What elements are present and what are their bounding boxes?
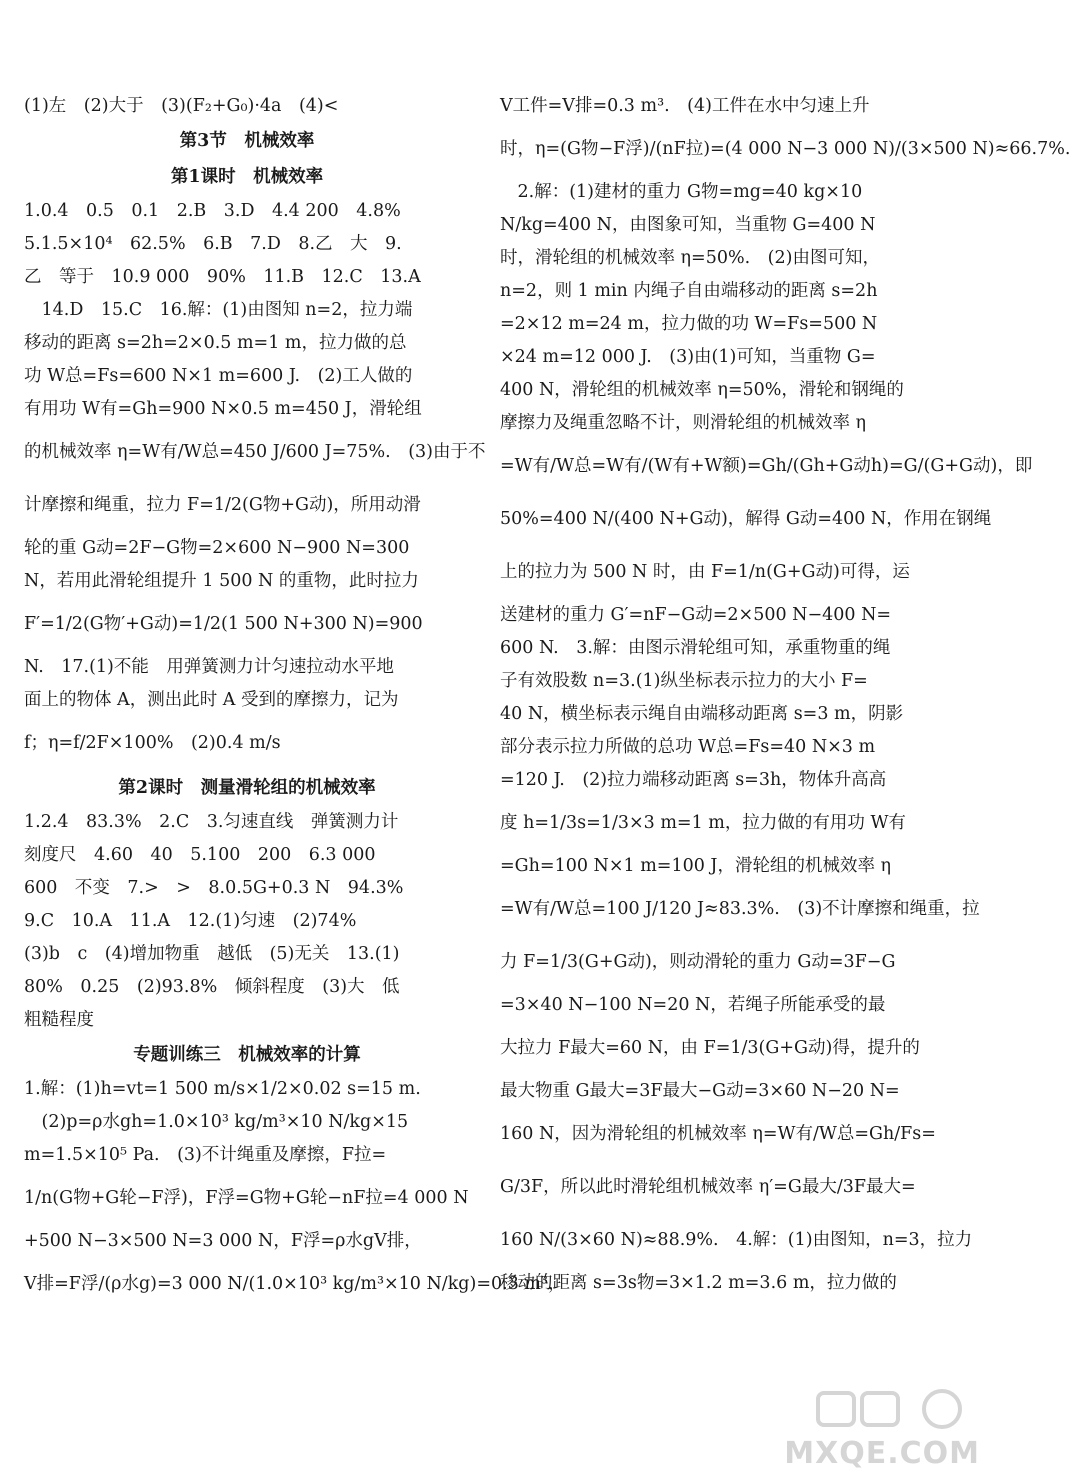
text-line: f；η=f/2F×100% (2)0.4 m/s <box>24 733 281 753</box>
text-line: 摩擦力及绳重忽略不计，则滑轮组的机械效率 η <box>500 413 867 433</box>
text-line: 1/n(G物+G轮−F浮)，F浮=G物+G轮−nF拉=4 000 N <box>24 1188 469 1208</box>
watermark-url: MXQE.COM <box>784 1436 980 1471</box>
text-line: 时，η=(G物−F浮)/(nF拉)=(4 000 N−3 000 N)/(3×500 N)≈66.7%. <box>500 139 1070 159</box>
text-line: 送建材的重力 G′=nF−G动=2×500 N−400 N= <box>500 605 892 625</box>
text-line: 面上的物体 A，测出此时 A 受到的摩擦力，记为 <box>24 690 399 710</box>
text-line: V排=F浮/(ρ水g)=3 000 N/(1.0×10³ kg/m³×10 N/kg)=0.3 m³， <box>24 1274 566 1294</box>
text-line: 时，滑轮组的机械效率 η=50%. (2)由图可知， <box>500 248 880 268</box>
text-line: 计摩擦和绳重，拉力 F=1/2(G物+G动)，所用动滑 <box>24 495 421 515</box>
watermark <box>784 1385 992 1475</box>
section-title: 第1课时 机械效率 <box>170 167 324 187</box>
text-line: 1.2.4 83.3% 2.C 3.匀速直线 弹簧测力计 <box>24 812 399 832</box>
text-line: N，若用此滑轮组提升 1 500 N 的重物，此时拉力 <box>24 571 419 591</box>
text-line: 600 不变 7.> > 8.0.5G+0.3 N 94.3% <box>24 878 404 898</box>
text-line: 600 N. 3.解：由图示滑轮组可知，承重物重的绳 <box>500 638 891 658</box>
text-line: N/kg=400 N，由图象可知，当重物 G=400 N <box>500 215 876 235</box>
section-title: 第3节 机械效率 <box>179 131 315 151</box>
text-line: 轮的重 G动=2F−G物=2×600 N−900 N=300 <box>24 538 410 558</box>
text-line: N. 17.(1)不能 用弹簧测力计匀速拉动水平地 <box>24 657 394 677</box>
text-line: 9.C 10.A 11.A 12.(1)匀速 (2)74% <box>24 911 357 931</box>
text-line: 最大物重 G最大=3F最大−G动=3×60 N−20 N= <box>500 1081 900 1101</box>
text-line: (1)左 (2)大于 (3)(F₂+G₀)·4a (4)< <box>24 96 339 116</box>
text-line: =W有/W总=W有/(W有+W额)=Gh/(Gh+G动h)=G/(G+G动)，即 <box>500 456 1033 476</box>
text-line: 功 W总=Fs=600 N×1 m=600 J. (2)工人做的 <box>24 366 413 386</box>
text-line: +500 N−3×500 N=3 000 N，F浮=ρ水gV排， <box>24 1231 422 1251</box>
text-line: 力 F=1/3(G+G动)，则动滑轮的重力 G动=3F−G <box>500 952 896 972</box>
text-line: n=2，则 1 min 内绳子自由端移动的距离 s=2h <box>500 281 878 301</box>
text-line: 刻度尺 4.60 40 5.100 200 6.3 000 <box>24 845 376 865</box>
text-line: =120 J. (2)拉力端移动距离 s=3h，物体升高高 <box>500 770 887 790</box>
right-column <box>500 90 1070 1300</box>
text-line: 14.D 15.C 16.解：(1)由图知 n=2，拉力端 <box>24 300 413 320</box>
text-line: 50%=400 N/(400 N+G动)，解得 G动=400 N，作用在钢绳 <box>500 509 992 529</box>
text-line: 1.0.4 0.5 0.1 2.B 3.D 4.4 200 4.8% <box>24 201 401 221</box>
text-line: 粗糙程度 <box>24 1010 94 1030</box>
text-line: G/3F，所以此时滑轮组机械效率 η′=G最大/3F最大= <box>500 1177 916 1197</box>
text-line: 上的拉力为 500 N 时，由 F=1/n(G+G动)可得，运 <box>500 562 910 582</box>
text-line: 度 h=1/3s=1/3×3 m=1 m，拉力做的有用功 W有 <box>500 813 906 833</box>
text-line: 子有效股数 n=3.(1)纵坐标表示拉力的大小 F= <box>500 671 868 691</box>
text-line: (3)b c (4)增加物重 越低 (5)无关 13.(1) <box>24 944 400 964</box>
text-line: 移动的距离 s=3s物=3×1.2 m=3.6 m，拉力做的 <box>500 1273 897 1293</box>
text-line: =2×12 m=24 m，拉力做的功 W=Fs=500 N <box>500 314 878 334</box>
text-line: (2)p=ρ水gh=1.0×10³ kg/m³×10 N/kg×15 <box>24 1112 409 1132</box>
text-line: F′=1/2(G物′+G动)=1/2(1 500 N+300 N)=900 <box>24 614 423 634</box>
text-line: 160 N/(3×60 N)≈88.9%. 4.解：(1)由图知，n=3，拉力 <box>500 1230 973 1250</box>
text-line: 80% 0.25 (2)93.8% 倾斜程度 (3)大 低 <box>24 977 400 997</box>
text-line: 400 N，滑轮组的机械效率 η=50%，滑轮和钢绳的 <box>500 380 904 400</box>
section-title: 第2课时 测量滑轮组的机械效率 <box>118 778 376 798</box>
text-line: 5.1.5×10⁴ 62.5% 6.B 7.D 8.乙 大 9. <box>24 234 402 254</box>
text-line: 部分表示拉力所做的总功 W总=Fs=40 N×3 m <box>500 737 876 757</box>
text-line: 160 N，因为滑轮组的机械效率 η=W有/W总=Gh/Fs= <box>500 1124 936 1144</box>
text-line: =W有/W总=100 J/120 J≈83.3%. (3)不计摩擦和绳重，拉 <box>500 899 980 919</box>
watermark-logo-icon <box>814 1385 974 1433</box>
text-line: 2.解：(1)建材的重力 G物=mg=40 kg×10 <box>500 182 863 202</box>
text-line: 有用功 W有=Gh=900 N×0.5 m=450 J，滑轮组 <box>24 399 422 419</box>
text-line: 乙 等于 10.9 000 90% 11.B 12.C 13.A <box>24 267 421 287</box>
text-line: =3×40 N−100 N=20 N，若绳子所能承受的最 <box>500 995 886 1015</box>
text-line: m=1.5×10⁵ Pa. (3)不计绳重及摩擦，F拉= <box>24 1145 387 1165</box>
text-line: 移动的距离 s=2h=2×0.5 m=1 m，拉力做的总 <box>24 333 407 353</box>
text-line: 1.解：(1)h=vt=1 500 m/s×1/2×0.02 s=15 m. <box>24 1079 421 1099</box>
left-column <box>24 90 566 1311</box>
text-line: 40 N，横坐标表示绳自由端移动距离 s=3 m，阴影 <box>500 704 904 724</box>
text-line: 的机械效率 η=W有/W总=450 J/600 J=75%. (3)由于不 <box>24 442 486 462</box>
text-line: V工件=V排=0.3 m³. (4)工件在水中匀速上升 <box>500 96 870 116</box>
text-line: =Gh=100 N×1 m=100 J，滑轮组的机械效率 η <box>500 856 891 876</box>
section-title: 专题训练三 机械效率的计算 <box>133 1045 361 1065</box>
text-line: 大拉力 F最大=60 N，由 F=1/3(G+G动)得，提升的 <box>500 1038 920 1058</box>
text-line: ×24 m=12 000 J. (3)由(1)可知，当重物 G= <box>500 347 876 367</box>
